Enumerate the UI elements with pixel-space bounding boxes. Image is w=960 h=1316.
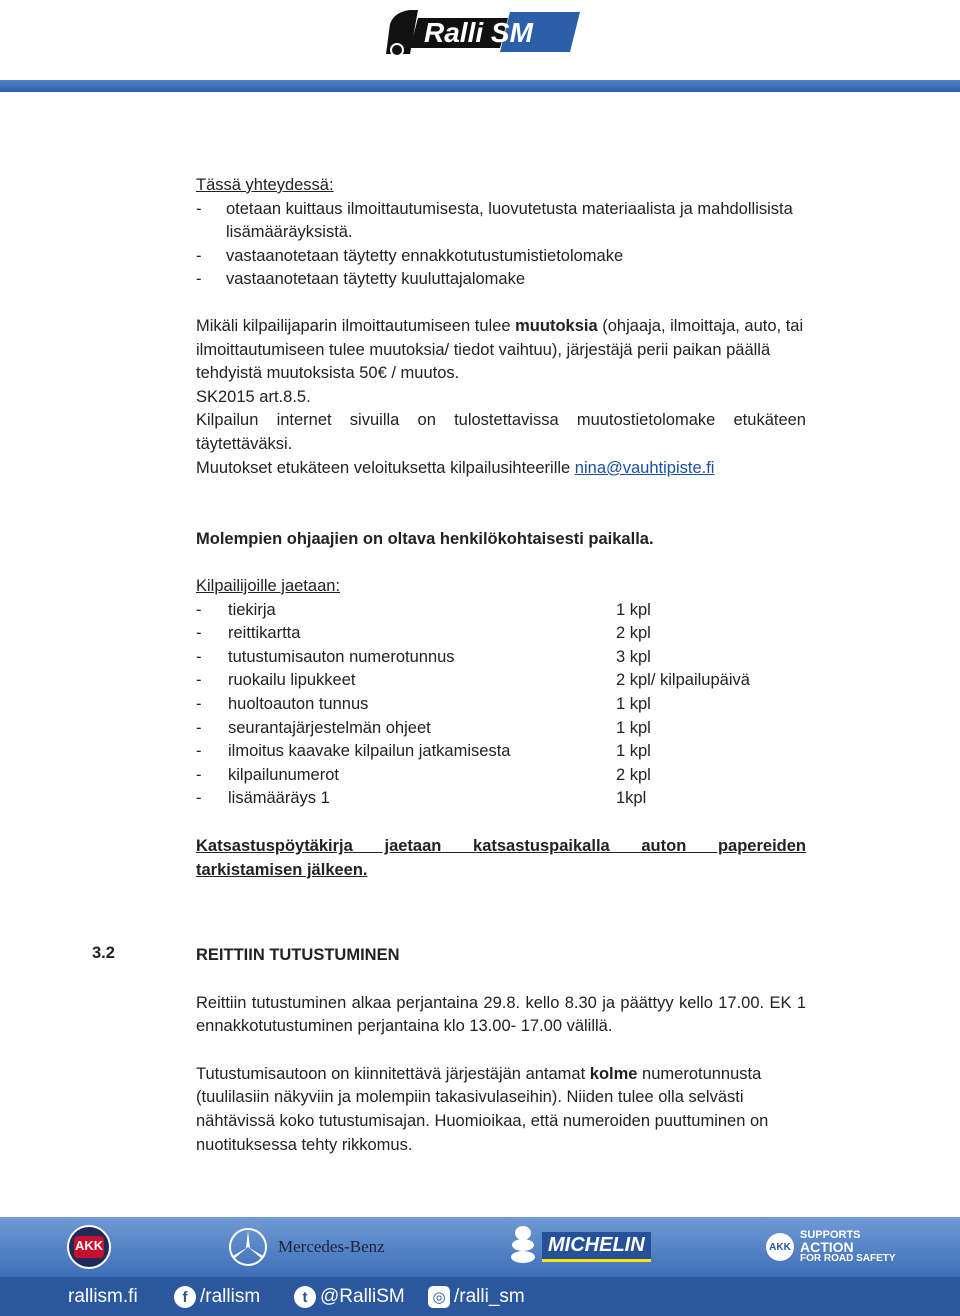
list-dash: - [196,694,202,713]
inspection-block [196,835,806,882]
facebook-icon: f [174,1286,196,1308]
list-dash: - [196,600,202,619]
sponsor-bar [0,1217,960,1277]
distribution-item: kilpailunumerot [228,765,339,784]
distribution-item: seurantajärjestelmän ohjeet [228,718,431,737]
intro-item: - vastaanotetaan täytetty kuuluttajalomake [196,270,526,289]
email-link[interactable]: nina@vauhtipiste.fi [574,458,715,477]
list-dash: - [196,789,202,808]
ralli-sm-logo-graphic [380,4,590,60]
distribution-quantity: 3 kpl [616,647,651,666]
distribution-item: huoltoauton tunnus [228,694,369,713]
intro-item: - otetaan kuittaus ilmoittautumisesta, luovutetusta materiaalista ja mahdollisista lisämääräyksistä. [196,199,793,242]
distribution-item: ilmoitus kaavake kilpailun jatkamisesta [228,742,511,761]
distribution-row [196,717,806,741]
changes-paragraph: Mikäli kilpailijaparin ilmoittautumiseen tulee muutoksia (ohjaaja, ilmoittaja, auto, tai ilmoittautumiseen tulee muutoksia/ tiedot vaihtuu), järjestäjä perii paikan päällä tehdyistä muutoksista 50€ / muutos. [196,317,804,383]
presence-note: Molempien ohjaajien on oltava henkilökohtaisesti paikalla. [196,530,654,548]
distribution-item: tiekirja [228,600,276,619]
intro-heading: Tässä yhteydessä: [196,176,334,194]
distribution-item: ruokailu lipukkeet [228,671,356,690]
fia-action-road-safety-logo: AKK SUPPORTS ACTION FOR ROAD SAFETY [766,1223,896,1271]
intro-block [196,174,806,292]
akk-logo: AKK [66,1223,112,1271]
website-link[interactable]: rallism.fi [68,1286,138,1307]
distribution-quantity: 1 kpl [616,694,651,713]
presence-block [196,528,806,552]
intro-item: - vastaanotetaan täytetty ennakkotutustumistietolomake [196,246,624,265]
instagram-link[interactable]: ◎ /ralli_sm [428,1285,525,1309]
distribution-row [196,740,806,764]
header-blue-bar [0,80,960,92]
list-dash: - [196,718,202,737]
changes-internet-note: Kilpailun internet sivuilla on tulostettavissa muutostietolomake etukäteen täytettäväksi. [196,411,806,453]
mercedes-star-icon [228,1227,268,1267]
logo-wordmark: Ralli SM [424,17,533,48]
distribution-block [196,575,806,811]
distribution-quantity: 1kpl [616,789,647,808]
list-dash: - [196,742,202,761]
distribution-row [196,787,806,811]
section-paragraph-1: Reittiin tutustuminen alkaa perjantaina 29.8. kello 8.30 ja päättyy kello 17.00. EK 1 ennakkotutustuminen perjantaina klo 13.00- 17.00 välillä. [196,993,806,1036]
distribution-row [196,599,806,623]
mercedes-benz-logo: Mercedes-Benz [228,1223,385,1271]
list-dash: - [196,647,202,666]
distribution-heading: Kilpailijoille jaetaan: [196,577,341,595]
section-number: 3.2 [92,944,115,962]
facebook-link[interactable]: f /rallism [174,1285,260,1309]
changes-block [196,315,806,480]
section-title: REITTIIN TUTUSTUMINEN [196,946,400,964]
inspection-line-1: Katsastuspöytäkirja jaetaan katsastuspaikalla auton papereiden [196,837,806,855]
distribution-quantity: 2 kpl [616,765,651,784]
distribution-item: tutustumisauton numerotunnus [228,647,455,666]
instagram-icon: ◎ [428,1286,450,1308]
distribution-row [196,622,806,646]
distribution-row [196,646,806,670]
distribution-quantity: 1 kpl [616,742,651,761]
distribution-quantity: 1 kpl [616,718,651,737]
inspection-line-2: tarkistamisen jälkeen. [196,860,368,879]
ralli-sm-logo [380,4,590,60]
section-block [196,944,806,1157]
changes-email-line: Muutokset etukäteen veloituksetta kilpailusihteerille nina@vauhtipiste.fi [196,458,715,477]
distribution-item: reittikartta [228,624,301,643]
twitter-link[interactable]: t @RalliSM [294,1285,405,1309]
section-paragraph-2: Tutustumisautoon on kiinnitettävä järjestäjän antamat kolme numerotunnusta (tuulilasiin näkyviin ja molempiin takasivulaseihin). Niiden tulee olla selvästi nähtävissä koko tutustumisajan. Huomioikaa, että numeroiden puuttuminen on nuotituksessa tehty rikkomus. [196,1064,769,1154]
list-dash: - [196,671,202,690]
twitter-icon: t [294,1286,316,1308]
michelin-man-icon [508,1225,538,1269]
changes-reference: SK2015 art.8.5. [196,387,311,406]
list-dash: - [196,765,202,784]
distribution-row [196,764,806,788]
distribution-quantity: 2 kpl [616,624,651,643]
distribution-row [196,693,806,717]
distribution-quantity: 2 kpl/ kilpailupäivä [616,671,750,690]
social-bar [0,1277,960,1316]
distribution-quantity: 1 kpl [616,600,651,619]
michelin-logo: MICHELIN [508,1223,651,1271]
list-dash: - [196,624,202,643]
distribution-row [196,669,806,693]
distribution-item: lisämääräys 1 [228,789,330,808]
distribution-list [196,599,806,811]
